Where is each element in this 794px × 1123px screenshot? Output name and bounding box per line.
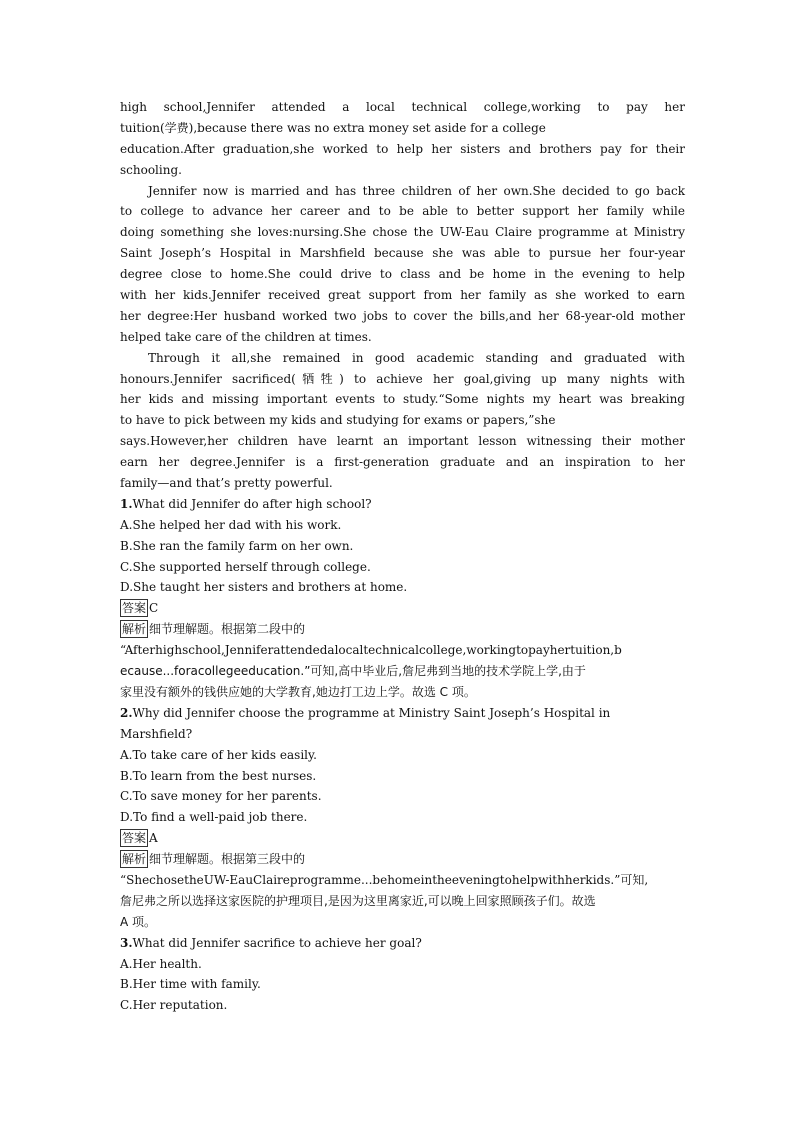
question-stem: [120, 494, 685, 515]
question-text: Why did Jennifer choose the programme at Ministry Saint Joseph’s Hospital in: [132, 705, 611, 720]
question-2: [120, 703, 685, 933]
question-text: Marshfield?: [120, 726, 193, 741]
option-b: B.To learn from the best nurses.: [120, 768, 317, 783]
option-c: C.Her reputation.: [120, 998, 228, 1013]
text-line: to college to advance her career and to be able to better support her family while: [120, 204, 685, 219]
text-line: tuition(学费),because there was no extra money set aside for a college: [120, 120, 546, 135]
analysis-label: 解析: [122, 622, 147, 637]
text-line: earn her degree.Jennifer is a first-generation graduate and an inspiration to her: [120, 455, 685, 470]
question-stem: [120, 933, 685, 954]
text-line: doing something she loves:nursing.She chose the UW-Eau Claire programme at Ministry: [120, 225, 685, 240]
analysis-text: 家里没有额外的钱供应她的大学教育,她边打工边上学。故选 C 项。: [120, 684, 476, 699]
text-line: helped take care of the children at times.: [120, 329, 372, 344]
analysis-text: “Afterhighschool,Jenniferattendedalocaltechnicalcollege,workingtopayhertuition,b: [120, 643, 622, 658]
analysis-text: “ShechosetheUW-EauClaireprogramme...behomeintheeveningtohelpwithherkids.”可知,: [120, 872, 649, 887]
question-text: What did Jennifer do after high school?: [132, 496, 372, 511]
answer-value: A: [149, 831, 158, 846]
question-3: [120, 933, 685, 1017]
option-d: D.She taught her sisters and brothers at home.: [120, 580, 408, 595]
option-a: A.To take care of her kids easily.: [120, 747, 317, 762]
question-number: 3.: [120, 935, 133, 950]
option-a: A.Her health.: [120, 956, 202, 971]
analysis-label: 解析: [122, 852, 147, 867]
answer-label: 答案: [122, 601, 147, 616]
analysis-text: 细节理解题。根据第二段中的: [149, 622, 306, 637]
question-stem: [120, 703, 685, 724]
text-line: her degree:Her husband worked two jobs to cover the bills,and her 68-year-old mother: [120, 308, 685, 323]
option-b: B.Her time with family.: [120, 977, 261, 992]
text-line: with her kids.Jennifer received great support from her family as she worked to earn: [120, 288, 685, 303]
question-number: 2.: [120, 705, 133, 720]
text-line: high school,Jennifer attended a local technical college,working to pay her: [120, 100, 685, 114]
text-line: family—and that’s pretty powerful.: [120, 476, 333, 491]
text-line: Saint Joseph’s Hospital in Marshfield because she was able to pursue her four-year: [120, 246, 685, 261]
passage-paragraph-3: [120, 348, 685, 494]
option-c: C.To save money for her parents.: [120, 789, 322, 804]
text-line: schooling.: [120, 162, 182, 177]
answer-line: [120, 828, 685, 849]
analysis-line: [120, 849, 685, 870]
text-line: to have to pick between my kids and studying for exams or papers,”she: [120, 413, 556, 428]
document-page: [120, 97, 685, 1016]
answer-label: 答案: [122, 831, 147, 846]
analysis-text: A 项。: [120, 914, 157, 929]
answer-value: C: [149, 601, 159, 616]
text-line: education.After graduation,she worked to help her sisters and brothers pay for their: [120, 141, 685, 156]
analysis-text: 詹尼弗之所以选择这家医院的护理项目,是因为这里离家近,可以晚上回家照顾孩子们。故选: [120, 893, 596, 908]
analysis-text: ecause...foracollegeeducation.”可知,高中毕业后,詹尼弗到当地的技术学院上学,由于: [120, 664, 586, 679]
text-line: honours.Jennifer sacrificed(牺牲) to achieve her goal,giving up many nights with: [120, 371, 685, 386]
option-d: D.To find a well-paid job there.: [120, 810, 308, 825]
text-line: says.However,her children have learnt an important lesson witnessing their mother: [120, 434, 685, 449]
passage-paragraph-2: [120, 181, 685, 348]
question-text: What did Jennifer sacrifice to achieve her goal?: [132, 935, 422, 950]
answer-line: [120, 598, 685, 619]
option-a: A.She helped her dad with his work.: [120, 517, 342, 532]
text-line: degree close to home.She could drive to class and be home in the evening to help: [120, 267, 685, 282]
question-number: 1.: [120, 496, 133, 511]
text-line: her kids and missing important events to study.“Some nights my heart was breaking: [120, 392, 685, 407]
analysis-text: 细节理解题。根据第三段中的: [149, 852, 306, 867]
text-line: Through it all,she remained in good academic standing and graduated with: [148, 350, 685, 365]
question-1: [120, 494, 685, 703]
analysis-line: [120, 619, 685, 640]
option-b: B.She ran the family farm on her own.: [120, 538, 354, 553]
passage-paragraph-1: [120, 97, 685, 181]
text-line: Jennifer now is married and has three children of her own.She decided to go back: [148, 183, 685, 198]
option-c: C.She supported herself through college.: [120, 559, 371, 574]
